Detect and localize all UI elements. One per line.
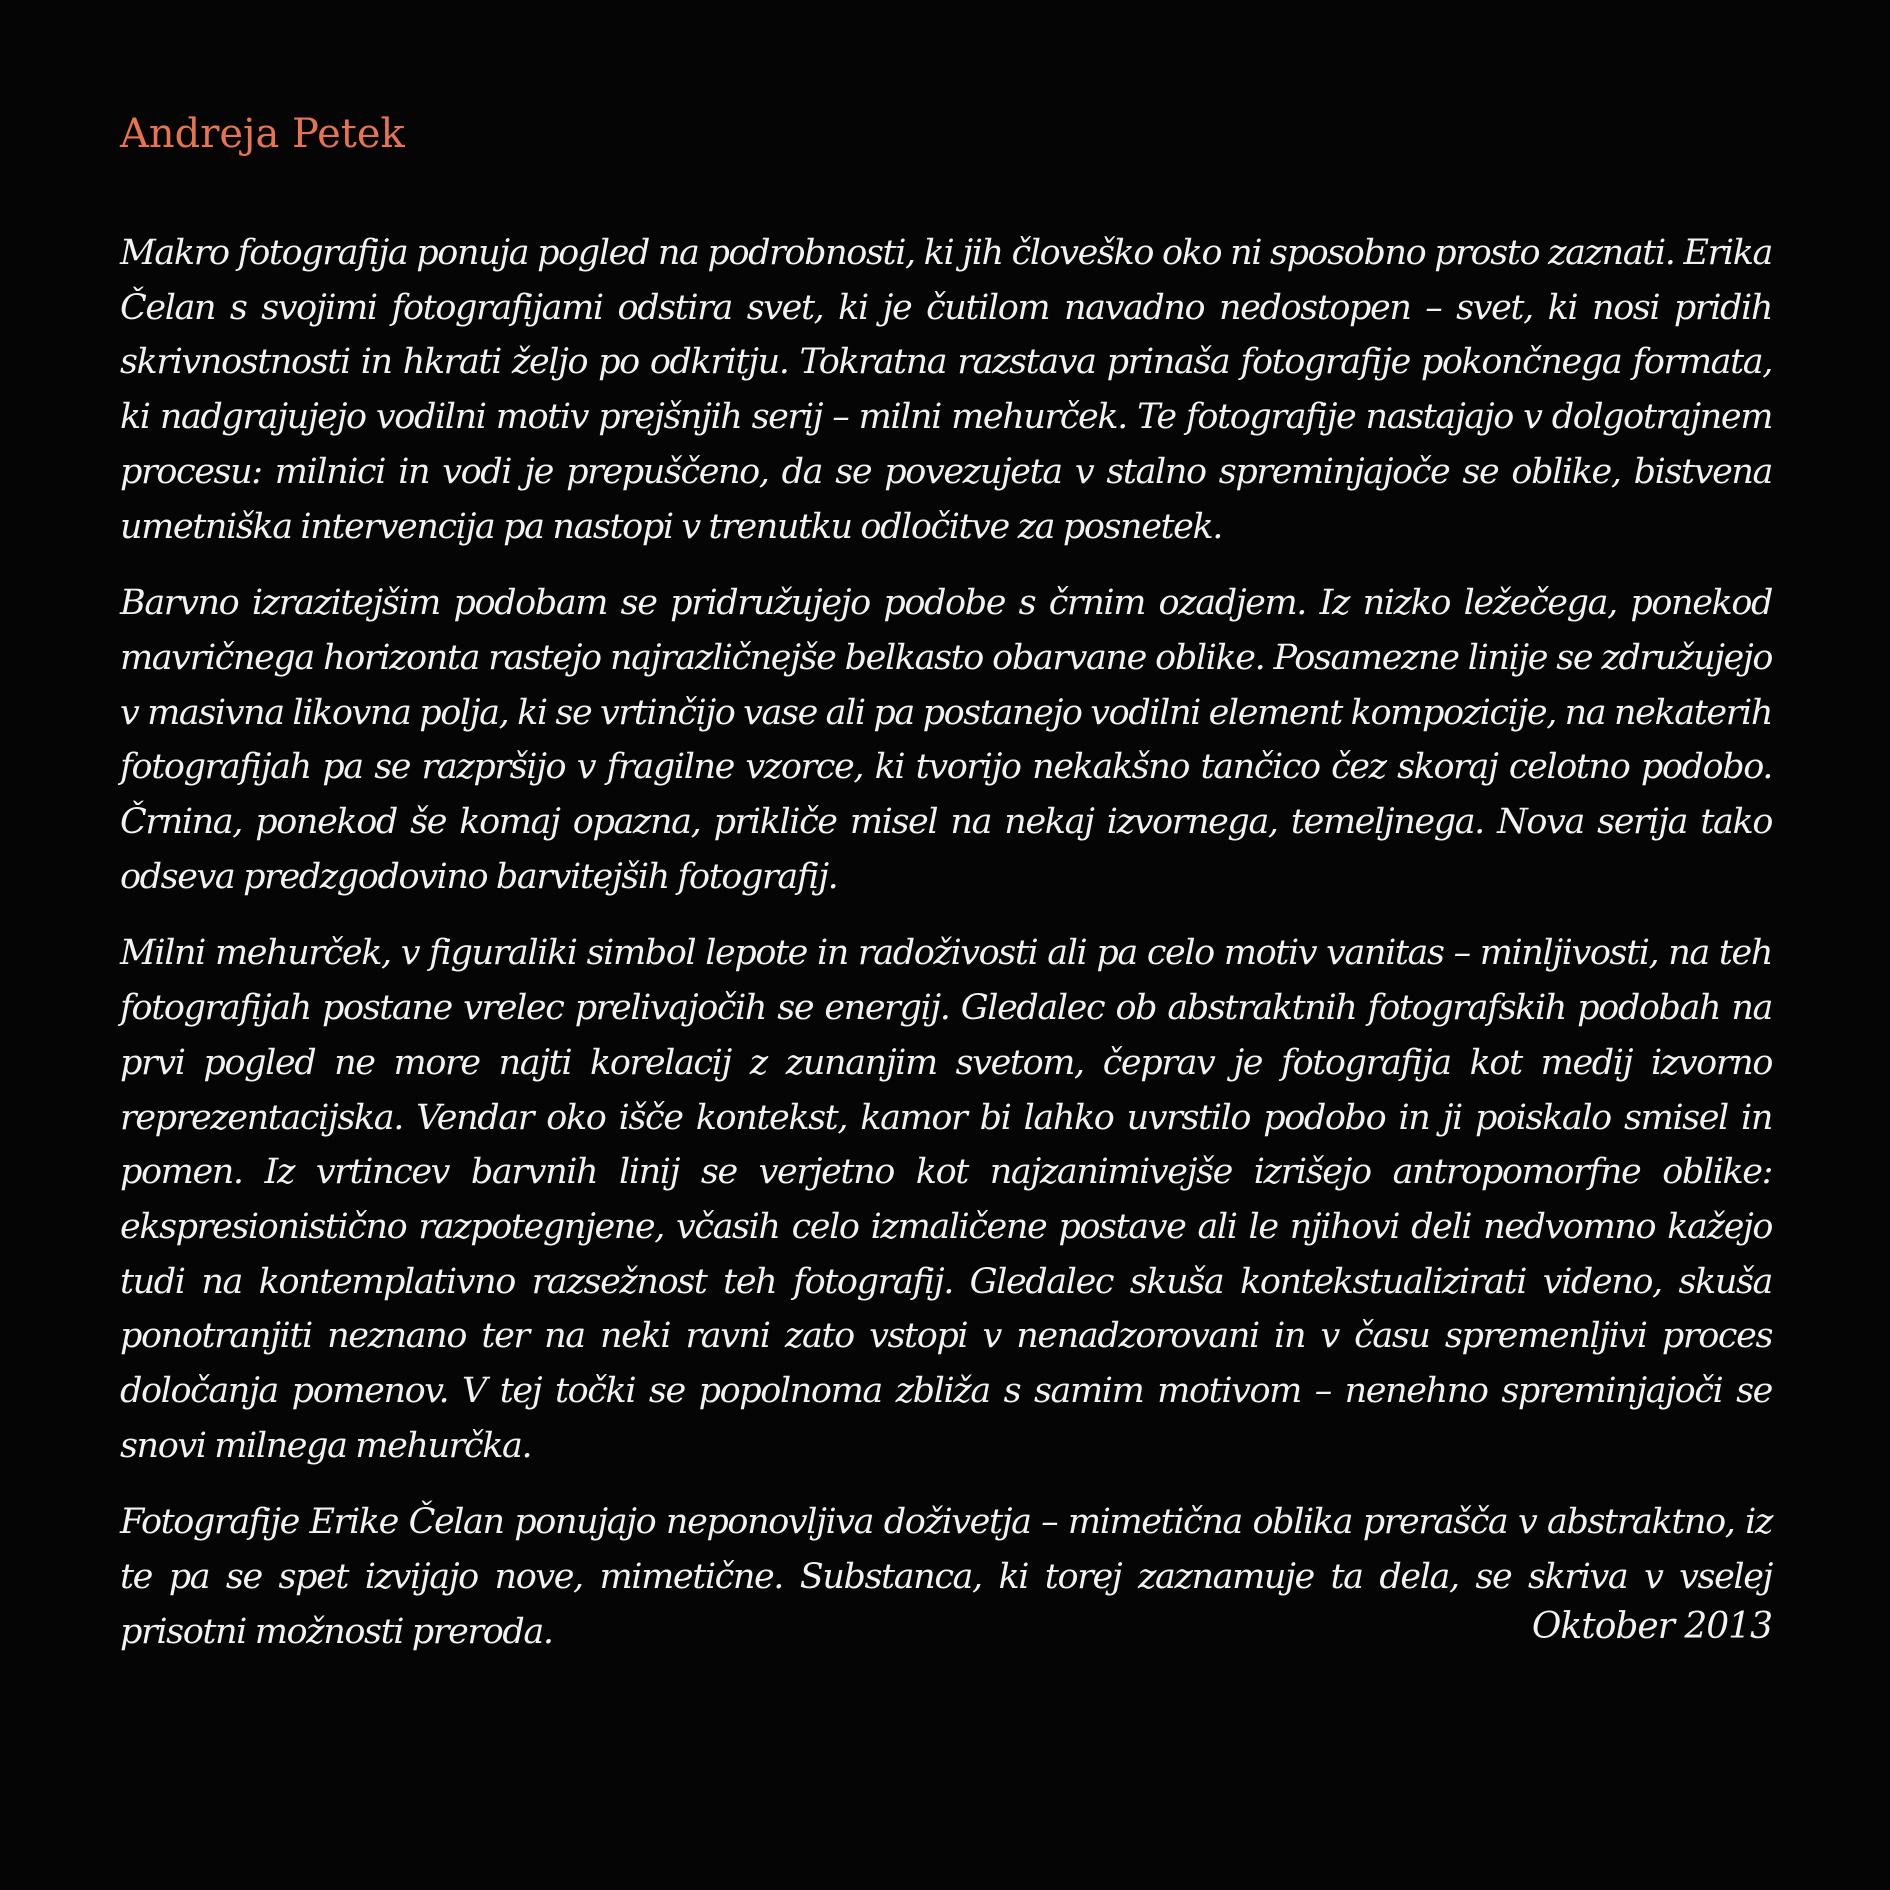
paragraph-4: Fotografije Erike Čelan ponujajo neponovljiva doživetja – mimetična oblika prerašča v abstraktno, iz te pa se spet izvijajo nove, mimetične. Substanca, ki torej zaznamuje ta dela, se skriva v vselej prisotni možnosti preroda. (120, 1502, 1772, 1652)
author-name: Andreja Petek (120, 111, 405, 157)
paragraph-3: Milni mehurček, v figuraliki simbol lepote in radoživosti ali pa celo motiv vanitas – minljivosti, na teh fotografijah postane vrelec prelivajočih se energij. Gledalec ob abstraktnih fotografskih podobah na prvi pogled ne more najti korelacij z zunanjim svetom, čeprav je fotografija kot medij izvorno reprezentacijska. Vendar oko išče kontekst, kamor bi lahko uvrstilo podobo in ji poiskalo smisel in pomen. Iz vrtincev barvnih linij se verjetno kot najzanimivejše izrišejo antropomorfne oblike: ekspresionistično razpotegnjene, včasih celo izmaličene postave ali le njihovi deli nedvomno kažejo tudi na kontemplativno razsežnost teh fotografij. Gledalec skuša kontekstualizirati videno, skuša ponotranjiti neznano ter na neki ravni zato vstopi v nenadzorovani in v času spremenljivi proces določanja pomenov. V tej točki se popolnoma zbliža s samim motivom – nenehno spreminjajoči se snovi milnega mehurčka. (120, 933, 1772, 1466)
paragraph-1: Makro fotografija ponuja pogled na podrobnosti, ki jih človeško oko ni sposobno prosto zaznati. Erika Čelan s svojimi fotografijami odstira svet, ki je čutilom navadno nedostopen – svet, ki nosi pridih skrivnostnosti in hkrati željo po odkritju. Tokratna razstava prinaša fotografije pokončnega formata, ki nadgrajujejo vodilni motiv prejšnjih serij – milni mehurček. Te fotografije nastajajo v dolgotrajnem procesu: milnici in vodi je prepuščeno, da se povezujeta v stalno spreminjajoče se oblike, bistvena umetniška intervencija pa nastopi v trenutku odločitve za posnetek. (120, 233, 1772, 547)
essay-body (120, 226, 1772, 1682)
paragraph-2: Barvno izrazitejšim podobam se pridružujejo podobe s črnim ozadjem. Iz nizko ležečega, ponekod mavričnega horizonta rastejo najrazličnejše belkasto obarvane oblike. Posamezne linije se združujejo v masivna likovna polja, ki se vrtinčijo vase ali pa postanejo vodilni element kompozicije, na nekaterih fotografijah pa se razpršijo v fragilne vzorce, ki tvorijo nekakšno tančico čez skoraj celotno podobo. Črnina, ponekod še komaj opazna, prikliče misel na nekaj izvornega, temeljnega. Nova serija tako odseva predzgodovino barvitejših fotografij. (120, 583, 1772, 897)
document-page (120, 0, 1772, 1890)
document-date: Oktober 2013 (1531, 1606, 1772, 1647)
